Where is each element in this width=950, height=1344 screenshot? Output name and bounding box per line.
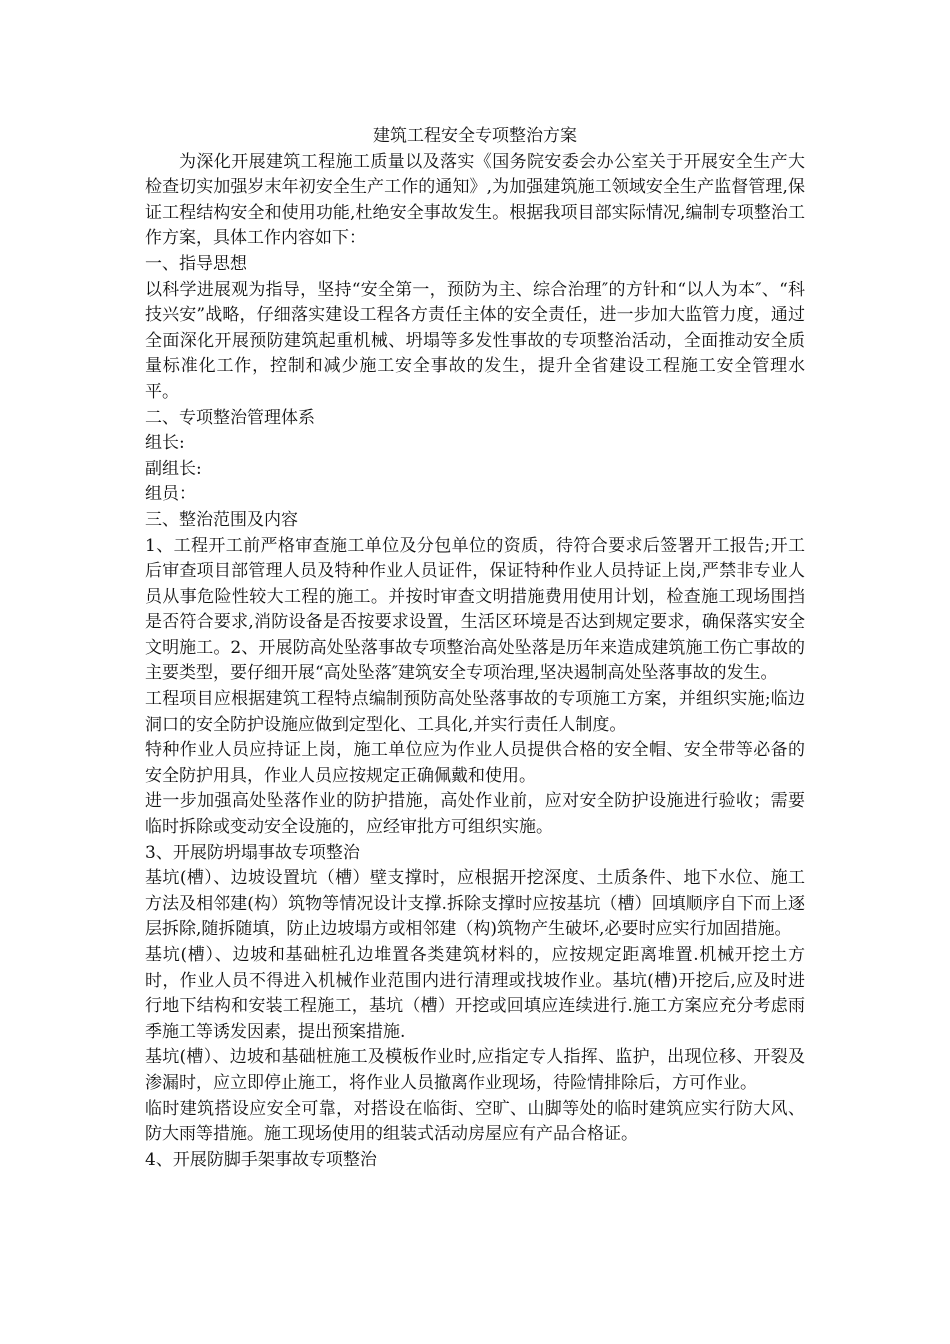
pit-support-paragraph: 基坑(槽）、边坡设置坑（槽）壁支撑时，应根据开挖深度、土质条件、地下水位、施工方法及相邻建(构）筑物等情况设计支撑.拆除支撑时应按基坑（槽）回填顺序自下而上逐层拆除,随拆随填，防止边坡塌方或相邻建（构)筑物产生破坏,必要时应实行加固措施。 [145, 868, 805, 940]
intro-paragraph: 为深化开展建筑工程施工质量以及落实《国务院安委会办公室关于开展安全生产大检查切实加强岁末年初安全生产工作的通知》,为加强建筑施工领域安全生产监督管理,保证工程结构安全和使用功能,杜绝安全事故发生。根据我项目部实际情况,编制专项整治工作方案，具体工作内容如下： [145, 151, 805, 249]
document-title: 建筑工程安全专项整治方案 [373, 126, 577, 146]
pit-materials-paragraph: 基坑(槽）、边坡和基础桩孔边堆置各类建筑材料的，应按规定距离堆置.机械开挖土方时，作业人员不得进入机械作业范围内进行清理或找坡作业。基坑(槽)开挖后,应及时进行地下结构和安装工程施工，基坑（槽）开挖或回填应连续进行.施工方案应充分考虑雨季施工等诱发因素，提出预案措施. [145, 945, 805, 1042]
item-1-paragraph: 1、工程开工前严格审查施工单位及分包单位的资质，待符合要求后签署开工报告;开工后审查项目部管理人员及特种作业人员证件，保证特种作业人员持证上岗,严禁非专业人员从事危险性较大工程的施工。并按时审查文明措施费用使用计划，检查施工现场围挡是否符合要求,消防设备是否按要求设置，生活区环境是否达到规定要求，确保落实安全文明施工。2、开展防高处坠落事故专项整治高处坠落是历年来造成建筑施工伤亡事故的主要类型，要仔细开展“高处坠落″建筑安全专项治理,坚决遏制高处坠落事故的发生。 [145, 535, 805, 684]
document-page [145, 124, 805, 1173]
fall-prevention-plan-paragraph: 工程项目应根据建筑工程特点编制预防高处坠落事故的专项施工方案，并组织实施;临边洞口的安全防护设施应做到定型化、工具化,并实行责任人制度。 [145, 689, 805, 735]
special-workers-paragraph: 特种作业人员应持证上岗，施工单位应为作业人员提供合格的安全帽、安全带等必备的安全防护用具，作业人员应按规定正确佩戴和使用。 [145, 740, 805, 786]
section-heading-management-system: 二、专项整治管理体系 [145, 407, 315, 428]
section-heading-guiding-ideology: 一、指导思想 [145, 253, 247, 274]
team-members-line: 组员： [145, 484, 196, 505]
fall-protection-measures-paragraph: 进一步加强高处坠落作业的防护措施，高处作业前，应对安全防护设施进行验收；需要临时拆除或变动安全设施的，应经审批方可组织实施。 [145, 791, 805, 838]
team-leader-line: 组长: [145, 433, 185, 454]
pit-monitoring-paragraph: 基坑(槽）、边坡和基础桩施工及模板作业时,应指定专人指挥、监护，出现位移、开裂及渗漏时，应立即停止施工，将作业人员撤离作业现场，待险情排除后，方可作业。 [145, 1047, 805, 1093]
guiding-ideology-paragraph: 以科学进展观为指导，坚持“安全第一，预防为主、综合治理″的方针和“以人为本″、“科技兴安”战略，仔细落实建设工程各方责任主体的安全责任，进一步加大监管力度，通过全面深化开展预防建筑起重机械、坍塌等多发性事故的专项整治活动，全面推动安全质量标准化工作，控制和减少施工安全事故的发生，提升全省建设工程施工安全管理水平。 [145, 279, 805, 402]
subheading-collapse-prevention: 3、开展防坍塌事故专项整治 [145, 842, 360, 863]
subheading-scaffold-prevention: 4、开展防脚手架事故专项整治 [145, 1149, 377, 1170]
section-heading-scope: 三、整治范围及内容 [145, 509, 298, 530]
deputy-leader-line: 副组长: [145, 458, 202, 479]
temporary-buildings-paragraph: 临时建筑搭设应安全可靠，对搭设在临街、空旷、山脚等处的临时建筑应实行防大风、防大雨等措施。施工现场使用的组装式活动房屋应有产品合格证。 [145, 1098, 805, 1145]
